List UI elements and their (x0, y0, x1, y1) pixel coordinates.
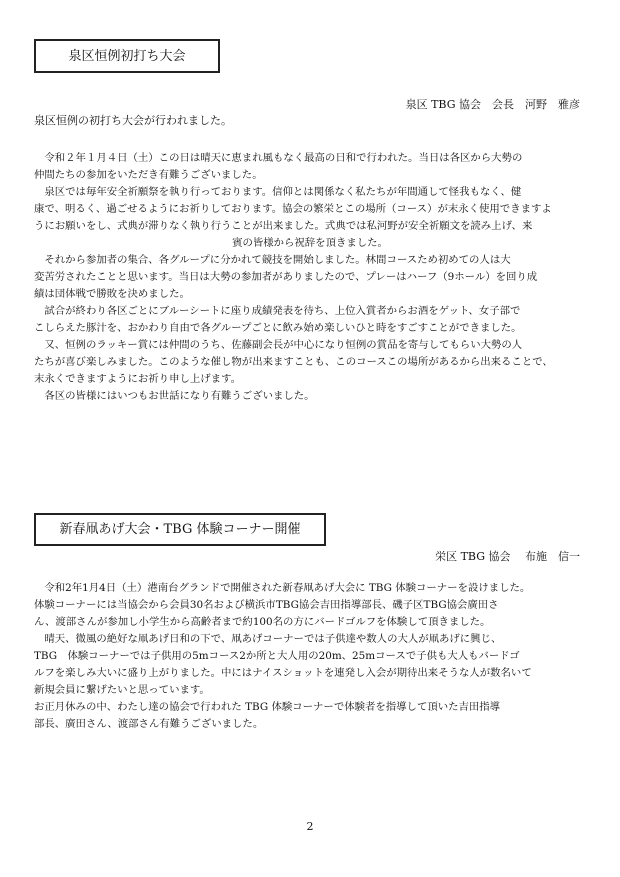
body-line: 変苦労されたことと思います。当日は大勢の参加者がありましたので、プレーはハーフ（9ホール）を回り成 (34, 271, 538, 283)
byline-izumi: 泉区 TBG 協会 会長 河野 雅彦 (405, 98, 580, 111)
body-line: うにお願いをし、式典が滞りなく執り行うことが出来ました。式典では私河野が安全祈願文を読み上げ、来 (34, 220, 533, 232)
page-number: 2 (306, 820, 314, 833)
byline-sakae: 栄区 TBG 協会 布施 信一 (435, 550, 580, 563)
body-line: 康で、明るく、過ごせるようにお祈りしております。協会の繁栄とこの場所（コース）が末永く使用できますよ (34, 203, 552, 215)
section-title-kite (34, 513, 326, 546)
body-line: 令和2年1月4日（土）港南台グランドで開催された新春凧あげ大会に TBG 体験コーナーを設けました。 (34, 582, 531, 594)
body-line: 又、恒例のラッキー賞には仲間のうち、佐藤副会長が中心になり恒例の賞品を寄与してもらい大勢の人 (34, 339, 523, 351)
body-line: 体験コーナーには当協会から会員30名および横浜市TBG協会吉田指導部長、磯子区TBG協会廣田さ (34, 599, 499, 611)
body-line: 仲間たちの参加をいただき有難うございました。 (34, 169, 263, 181)
body-line: ん、渡部さんが参加し小学生から高齢者まで約100名の方にバードゴルフを体験して頂きました。 (34, 616, 491, 628)
body-line: お正月休みの中、わたし達の協会で行われた TBG 体験コーナーで体験者を指導して頂いた吉田指導 (34, 701, 501, 713)
body-line: それから参加者の集合、各グループに分かれて競技を開始しました。林間コースため初めての人は大 (34, 254, 511, 266)
body-line: 試合が終わり各区ごとにブルーシートに座り成績発表を待ち、上位入賞者からお酒をゲット、女子部で (34, 305, 521, 317)
body-line: 令和２年１月４日（土）この日は晴天に恵まれ風もなく最高の日和で行われた。当日は各区から大勢の (34, 152, 523, 164)
lead-sentence: 泉区恒例の初打ち大会が行われました。 (34, 114, 232, 127)
body-line: TBG 体験コーナーでは子供用の5mコース2か所と大人用の20m、25mコースで子供も大人もバードゴ (34, 650, 520, 662)
section-title-text: 新春凧あげ大会・TBG 体験コーナー開催 (59, 522, 301, 537)
section-title-text: 泉区恒例初打ち大会 (68, 48, 186, 64)
body-line: 賓の皆様から祝辞を頂きました。 (232, 237, 388, 249)
body-line: たちが喜び楽しみました。このような催し物が出来ますことも、このコースこの場所があるから出来ることで、 (34, 356, 553, 368)
body-line: 部長、廣田さん、渡部さん有難うございました。 (34, 718, 264, 730)
body-line: 各区の皆様にはいつもお世話になり有難うございました。 (34, 390, 315, 402)
body-line: こしらえた豚汁を、おかわり自由で各グループごとに飲み始め楽しいひと時をすごすことができました。 (34, 322, 522, 334)
body-line: 泉区では毎年安全祈願祭を執り行っております。信仰とは関係なく私たちが年間通して怪我もなく、健 (34, 186, 522, 198)
article-body-kite (34, 580, 586, 733)
body-line: ルフを楽しみ大いに盛り上がりました。中にはナイスショットを連発し入会が期待出来そうな人が数名いて (34, 667, 532, 679)
body-line: 末永くできますようにお祈り申し上げます。 (34, 373, 241, 385)
article-body-izumi (34, 150, 586, 405)
body-line: 新規会員に繋げたいと思っています。 (34, 684, 210, 696)
body-line: 晴天、微風の絶好な凧あげ日和の下で、凧あげコーナーでは子供達や数人の大人が凧あげに興じ、 (34, 633, 502, 645)
section-title-izumi (34, 39, 220, 73)
body-line: 績は団体戦で勝敗を決めました。 (34, 288, 190, 300)
